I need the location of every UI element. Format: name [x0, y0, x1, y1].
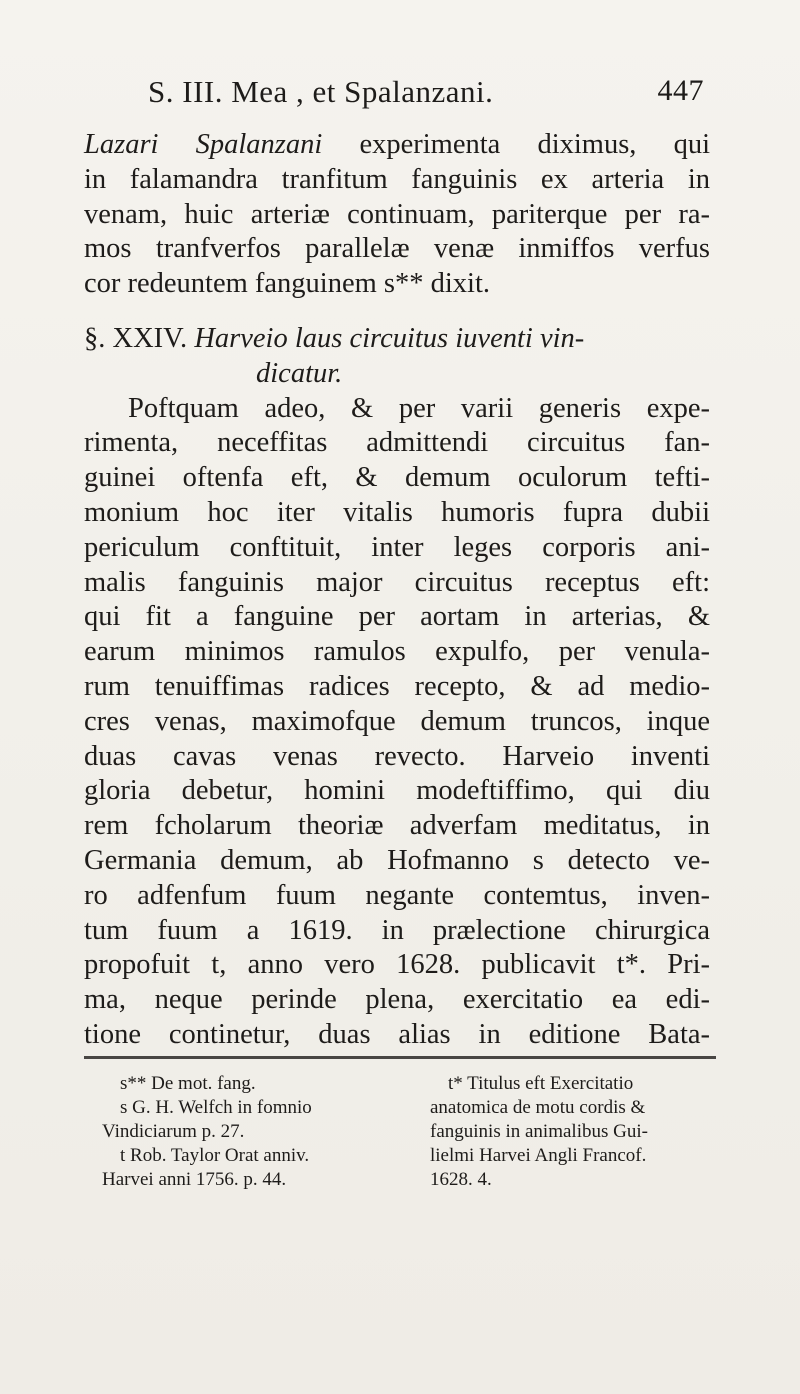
text-line: rum tenuiffimas radices recepto, & ad medio- — [84, 670, 710, 702]
section-heading — [84, 322, 710, 392]
text-line: gloria debetur, homini modeftiffimo, qui diu — [84, 775, 710, 807]
text-line — [84, 128, 710, 163]
footnote-line: Harvei anni 1756. p. 44. — [102, 1169, 287, 1190]
text-line: tum fuum a 1619. in prælectione chirurgica — [84, 914, 710, 946]
text-line: periculum conftituit, inter leges corporis ani- — [84, 531, 710, 563]
line-rest: experimenta diximus, qui — [322, 129, 710, 160]
text-line: rem fcholarum theoriæ adverfam meditatus, in — [84, 810, 710, 842]
text-line: venam, huic arteriæ continuam, pariterque per ra- — [84, 198, 710, 230]
text-line: duas cavas venas revecto. Harveio inventi — [84, 740, 710, 772]
text-line: rimenta, neceffitas admittendi circuitus fan- — [84, 427, 710, 459]
text-line: cres venas, maximofque demum truncos, inque — [84, 705, 710, 737]
text-line: ro adfenfum fuum negante contemtus, inven- — [84, 879, 710, 911]
text-line: cor redeuntem fanguinem s** dixit. — [84, 268, 491, 300]
text-line: Poftquam adeo, & per varii generis expe- — [128, 392, 710, 424]
footnotes-right-column — [430, 1072, 730, 1192]
footnote-line: s** De mot. fang. — [120, 1073, 256, 1094]
footnote-line: 1628. 4. — [430, 1169, 492, 1190]
section-number: §. XXIV. — [84, 322, 188, 354]
text-line: tione continetur, duas alias in editione Bata- — [84, 1018, 710, 1050]
text-line: ma, neque perinde plena, exercitatio ea edi- — [84, 984, 710, 1016]
footnote-line: s G. H. Welfch in fomnio — [120, 1097, 312, 1118]
main-text — [84, 128, 710, 1053]
section-line-1 — [84, 322, 710, 357]
section-title-2: dicatur. — [256, 357, 343, 389]
footnote-line: fanguinis in animalibus Gui- — [430, 1121, 648, 1142]
text-line: malis fanguinis major circuitus receptus eft: — [84, 566, 710, 598]
footnote-rule — [84, 1056, 716, 1059]
section-line-2 — [84, 357, 710, 392]
text-line: earum minimos ramulos expulfo, per venula- — [84, 636, 710, 668]
footnote-line: Vindiciarum p. 27. — [102, 1121, 245, 1142]
section-title-1: Harveio laus circuitus iuventi vin- — [194, 322, 585, 354]
text-line: mos tranfverfos parallelæ venæ inmiffos verfus — [84, 233, 710, 265]
text-line: propofuit t, anno vero 1628. publicavit t*. Pri- — [84, 949, 710, 981]
footnote-line: t* Titulus eft Exercitatio — [448, 1073, 634, 1094]
footnote-line: anatomica de motu cordis & — [430, 1097, 646, 1118]
text-line: qui fit a fanguine per aortam in arterias, & — [84, 601, 710, 633]
text-line: in falamandra tranfitum fanguinis ex arteria in — [84, 163, 710, 195]
italic-name: Lazari Spalanzani — [84, 129, 323, 160]
footnotes-left-column — [102, 1072, 402, 1192]
running-title: S. III. Mea , et Spalanzani. — [148, 74, 494, 109]
footnote-line: lielmi Harvei Angli Francof. — [430, 1145, 647, 1166]
paragraph-1 — [84, 128, 710, 302]
text-line: guinei oftenfa eft, & demum oculorum tefti- — [84, 462, 710, 494]
page-number: 447 — [657, 74, 704, 107]
text-line: Germania demum, ab Hofmanno s detecto ve- — [84, 844, 710, 876]
text-line: monium hoc iter vitalis humoris fupra dubii — [84, 496, 710, 528]
paragraph-2 — [84, 392, 710, 1053]
footnote-line: t Rob. Taylor Orat anniv. — [120, 1145, 310, 1166]
running-head — [148, 74, 704, 114]
